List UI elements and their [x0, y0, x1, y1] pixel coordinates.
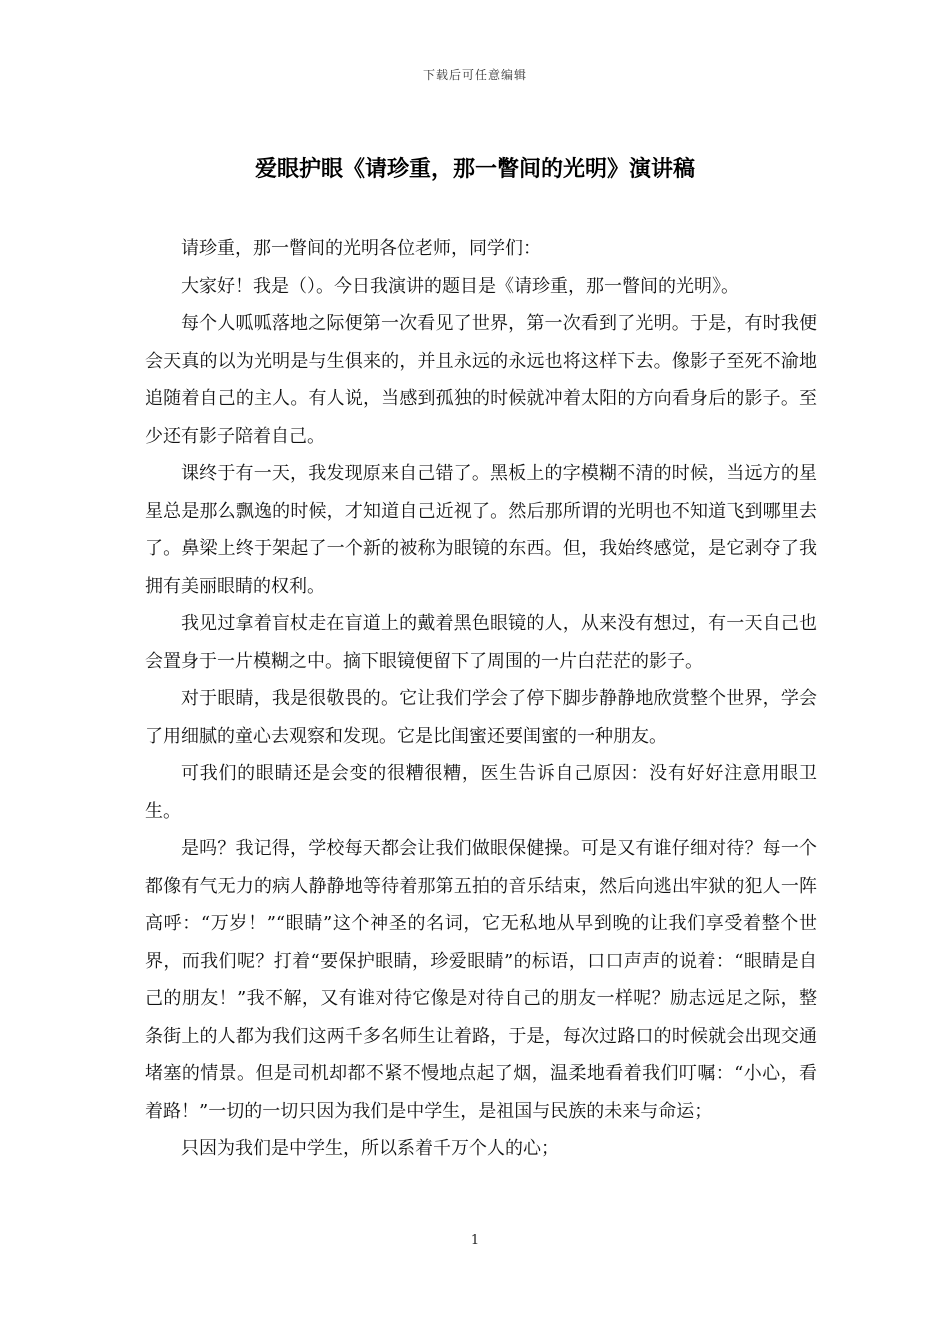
- page-number: 1: [470, 1233, 480, 1248]
- paragraph: 只因为我们是中学生，所以系着千万个人的心；: [181, 1138, 559, 1159]
- document-title: 爱眼护眼《请珍重，那一瞥间的光明》演讲稿: [254, 156, 695, 182]
- paragraph: 是吗？我记得，学校每天都会让我们做眼保健操。可是又有谁仔细对待？每一个都像有气无力的病人静静地等待着那第五拍的音乐结束，然后向逃出牢狱的犯人一阵高呼：“万岁！”“眼睛”这个神圣的名词，它无私地从早到晚的让我们享受着整个世界，而我们呢？打着“要保护眼睛，珍爱眼睛”的标语，口口声声的说着：“眼睛是自己的朋友！”我不解，又有谁对待它像是对待自己的朋友一样呢？励志远足之际，整条街上的人都为我们这两千多名师生让着路，于是，每次过路口的时候就会出现交通堵塞的情景。但是司机却都不紧不慢地点起了烟，温柔地看着我们叮嘱：“小心，看着路！”一切的一切只因为我们是中学生，是祖国与民族的未来与命运；: [145, 838, 817, 1122]
- paragraph: 课终于有一天，我发现原来自己错了。黑板上的字模糊不清的时候，当远方的星星总是那么飘逸的时候，才知道自己近视了。然后那所谓的光明也不知道飞到哪里去了。鼻梁上终于架起了一个新的被称为眼镜的东西。但，我始终感觉，是它剥夺了我拥有美丽眼睛的权利。: [145, 463, 817, 597]
- document-body: [145, 230, 817, 1168]
- paragraph: 每个人呱呱落地之际便第一次看见了世界，第一次看到了光明。于是，有时我便会天真的以为光明是与生俱来的，并且永远的永远也将这样下去。像影子至死不渝地追随着自己的主人。有人说，当感到孤独的时候就冲着太阳的方向看身后的影子。至少还有影子陪着自己。: [145, 313, 817, 447]
- paragraph: 可我们的眼睛还是会变的很糟很糟，医生告诉自己原因：没有好好注意用眼卫生。: [145, 763, 817, 822]
- paragraph: 对于眼睛，我是很敬畏的。它让我们学会了停下脚步静静地欣赏整个世界，学会了用细腻的童心去观察和发现。它是比闺蜜还要闺蜜的一种朋友。: [145, 688, 817, 747]
- paragraph: 大家好！我是（）。今日我演讲的题目是《请珍重，那一瞥间的光明》。: [181, 275, 739, 297]
- paragraph: 请珍重，那一瞥间的光明各位老师，同学们：: [181, 238, 541, 259]
- page-header: 下载后可任意编辑: [422, 68, 527, 82]
- paragraph: 我见过拿着盲杖走在盲道上的戴着黑色眼镜的人，从来没有想过，有一天自己也会置身于一片模糊之中。摘下眼镜便留下了周围的一片白茫茫的影子。: [145, 613, 817, 672]
